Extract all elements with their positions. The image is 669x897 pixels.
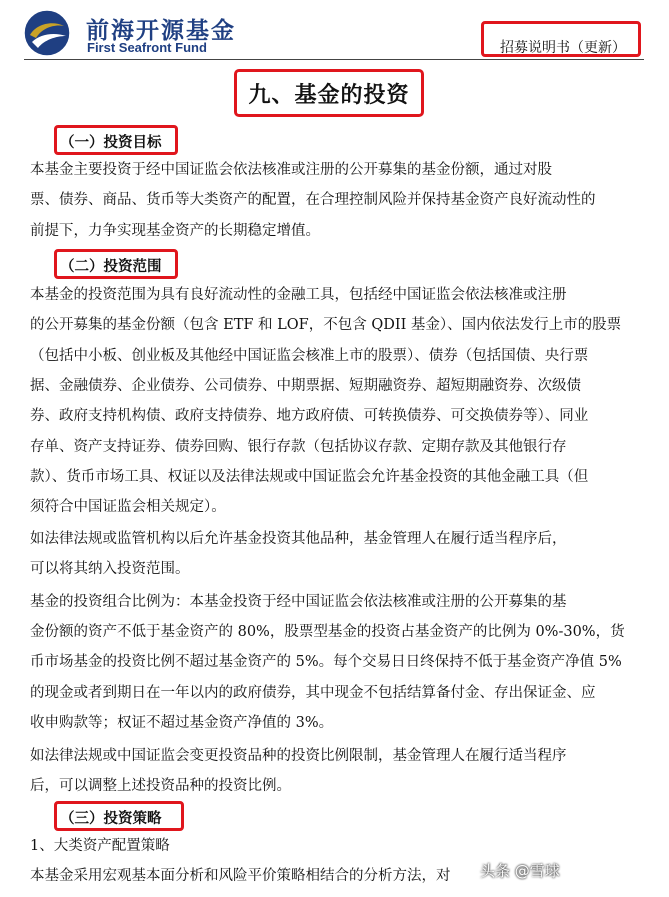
body-line: 本基金的投资范围为具有良好流动性的金融工具，包括经中国证监会依法核准或注册 <box>30 287 567 303</box>
section-1-title: （一）投资目标 <box>60 135 162 151</box>
body-line: 收申购款等；权证不超过基金资产净值的 3%。 <box>30 715 334 731</box>
body-line: 可以将其纳入投资范围。 <box>30 561 190 577</box>
chapter-title: 九、基金的投资 <box>248 82 410 108</box>
watermark-text: 头条 @雪球 <box>480 862 560 880</box>
body-line: 基金的投资组合比例为：本基金投资于经中国证监会依法核准或注册的公开募集的基 <box>30 594 567 610</box>
body-line: 款）、货币市场工具、权证以及法律法规或中国证监会允许基金投资的其他金融工具（但 <box>30 469 589 485</box>
body-line: 须符合中国证监会相关规定）。 <box>30 499 226 515</box>
section-3-title: （三）投资策略 <box>60 811 162 827</box>
document-header <box>0 0 669 62</box>
body-line: （包括中小板、创业板及其他经中国证监会核准上市的股票）、债券（包括国债、央行票 <box>30 348 589 364</box>
logo-english-name: First Seafront Fund <box>87 40 207 55</box>
body-line: 票、债券、商品、货币等大类资产的配置，在合理控制风险并保持基金资产良好流动性的 <box>30 192 596 208</box>
watermark <box>480 860 560 881</box>
body-line: 的现金或者到期日在一年以内的政府债券，其中现金不包括结算备付金、存出保证金、应 <box>30 685 596 701</box>
body-line: 金份额的资产不低于基金资产的 80%，股票型基金的投资占基金资产的比例为 0%-30%，货 <box>30 624 625 640</box>
body-line: 的公开募集的基金份额（包含 ETF 和 LOF，不包含 QDII 基金）、国内依法发行上市的股票 <box>30 317 622 333</box>
body-line: 券、政府支持机构债、政府支持债券、地方政府债、可转换债券、可交换债券等）、同业 <box>30 408 589 424</box>
doc-title: 招募说明书（更新） <box>500 40 626 56</box>
body-line: 如法律法规或监管机构以后允许基金投资其他品种，基金管理人在履行适当程序后， <box>30 531 567 547</box>
body-line: 存单、资产支持证券、债券回购、银行存款（包括协议存款、定期存款及其他银行存 <box>30 439 567 455</box>
body-line: 后，可以调整上述投资品种的投资比例。 <box>30 778 291 794</box>
body-line: 据、金融债券、企业债券、公司债券、中期票据、短期融资券、超短期融资券、次级债 <box>30 378 581 394</box>
body-line: 本基金主要投资于经中国证监会依法核准或注册的公开募集的基金份额，通过对股 <box>30 162 552 178</box>
section-2-title: （二）投资范围 <box>60 259 162 275</box>
fund-logo-icon <box>22 8 72 58</box>
body-line: 如法律法规或中国证监会变更投资品种的投资比例限制，基金管理人在履行适当程序 <box>30 748 567 764</box>
header-divider <box>24 59 644 60</box>
body-line: 本基金采用宏观基本面分析和风险平价策略相结合的分析方法，对 <box>30 868 451 884</box>
body-line: 1、大类资产配置策略 <box>30 838 170 854</box>
body-line: 前提下，力争实现基金资产的长期稳定增值。 <box>30 223 320 239</box>
chapter-title-highlight <box>234 69 424 117</box>
logo-chinese-name: 前海开源基金 <box>86 18 236 44</box>
body-line: 币市场基金的投资比例不超过基金资产的 5%。每个交易日日终保持不低于基金资产净值 5% <box>30 654 622 670</box>
